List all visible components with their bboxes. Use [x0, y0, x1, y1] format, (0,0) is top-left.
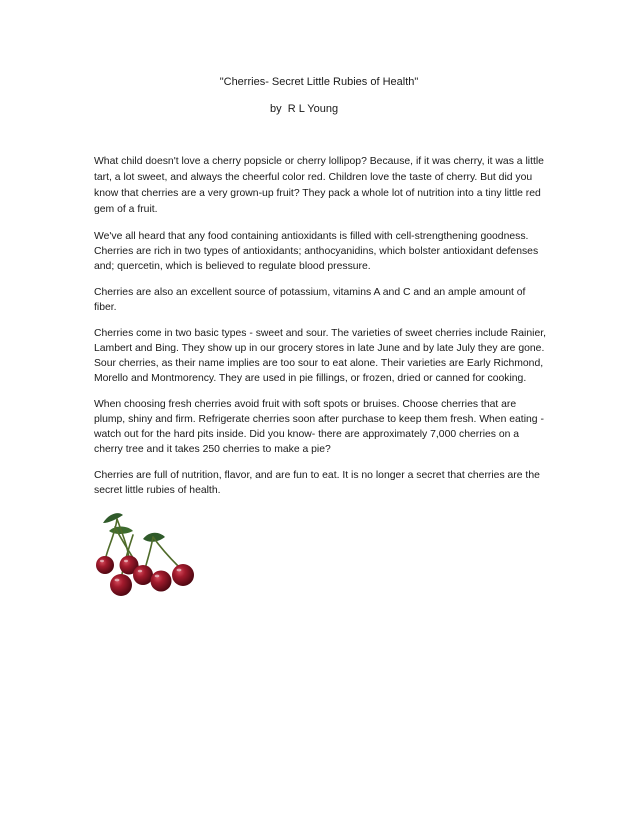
author-byline: by R L Young	[270, 103, 339, 115]
paragraph-nutrients: Cherries are also an excellent source of potassium, vitamins A and C and an ample amount of fiber.	[94, 287, 526, 313]
leaf-icon	[103, 513, 123, 523]
document-body	[94, 154, 549, 509]
paragraph-conclusion: Cherries are full of nutrition, flavor, and are fun to eat. It is no longer a secret that cherries are the secret little rubies of health.	[94, 470, 540, 496]
paragraph-choosing: When choosing fresh cherries avoid fruit with soft spots or bruises. Choose cherries that are plump, shiny and firm. Refrigerate cherries soon after purchase to keep them fresh. When eating - watch out for the hard pits inside. Did you know- there are approximately 7,000 cherries on a cherry tree and it takes 250 cherries to make a pie?	[94, 399, 544, 455]
cherries-illustration	[93, 509, 203, 605]
paragraph-types: Cherries come in two basic types - sweet and sour. The varieties of sweet cherries include Rainier, Lambert and Bing. They show up in our grocery stores in late June and by late July they are gone. Sour cherries, as their name implies are too sour to eat alone. Their varieties are Early Richmond, Morello and Montmorency. They are used in pie fillings, or frozen, dried or canned for cooking.	[94, 328, 547, 384]
paragraph-intro: What child doesn't love a cherry popsicle or cherry lollipop? Because, if it was cherry, it was a little tart, a lot sweet, and always the cheerful color red. Children love the taste of cherry. But did you know that cherries are a very grown-up fruit? They pack a whole lot of nutrition into a tiny little red gem of a fruit.	[94, 156, 544, 215]
paragraph-antioxidants: We've all heard that any food containing antioxidants is filled with cell-strengthening goodness. Cherries are rich in two types of antioxidants; anthocyanidins, which bolster antioxidant defenses and; quercetin, which is believed to regulate blood pressure.	[94, 231, 539, 272]
document-title: "Cherries- Secret Little Rubies of Health"	[219, 76, 419, 88]
